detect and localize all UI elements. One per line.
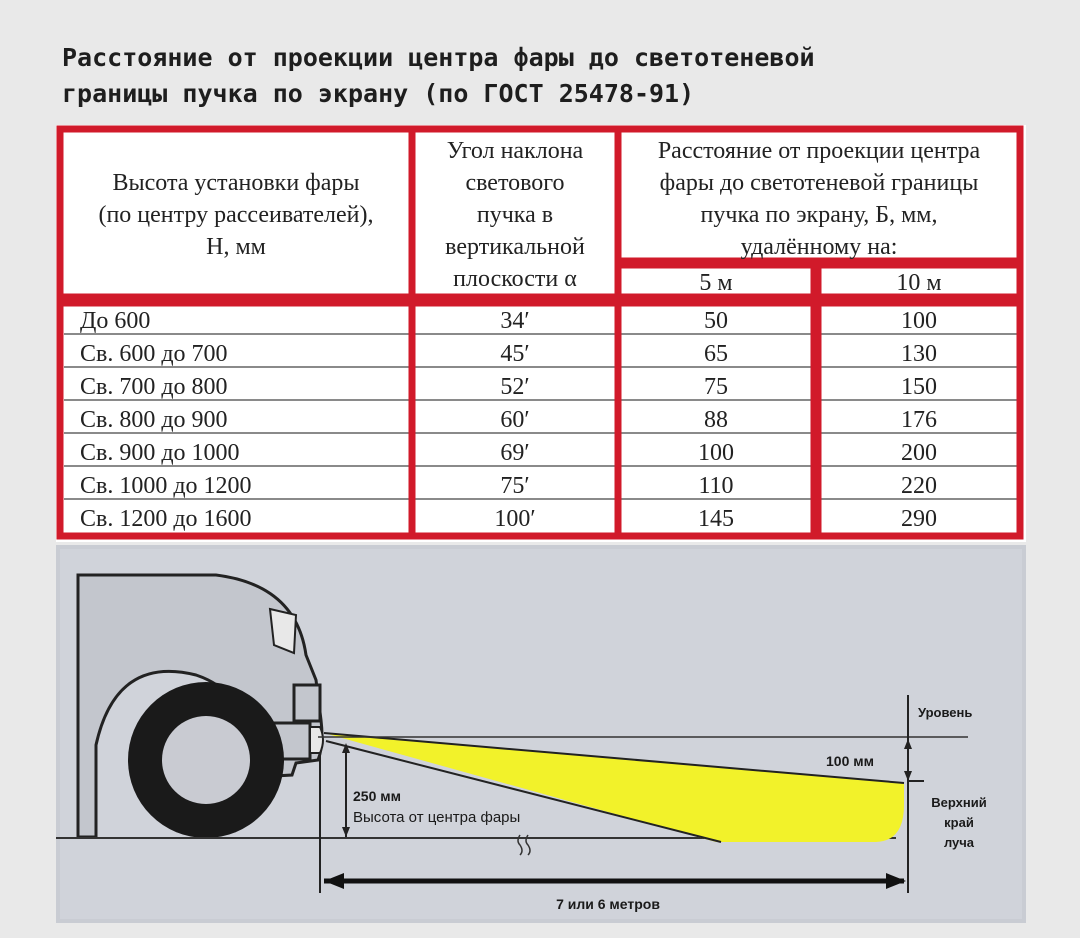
cell-10m: 200 (901, 440, 937, 466)
upper-edge-line: луча (943, 835, 975, 850)
wheel-hub (162, 716, 250, 804)
cell-5m: 50 (704, 308, 728, 334)
cell-angle: 34′ (500, 308, 530, 334)
header-angle-line: пучка в (476, 202, 554, 228)
header-angle-line: Угол наклона (446, 138, 584, 164)
header-10m: 10 м (896, 270, 942, 296)
header-height-line: Высота установки фары (112, 170, 360, 196)
header-height-line: (по центру рассеивателей), (98, 202, 374, 228)
header-distance-line: удалённому на: (740, 234, 898, 260)
cell-height: Св. 900 до 1000 (80, 440, 240, 466)
height-value: 250 мм (353, 788, 401, 804)
cell-angle: 52′ (500, 374, 530, 400)
header-angle-line: вертикальной (445, 234, 585, 260)
cell-angle: 100′ (494, 506, 536, 532)
upper-edge-line: Верхний (931, 795, 987, 810)
cell-angle: 60′ (500, 407, 530, 433)
upper-edge-line: край (944, 815, 974, 830)
cell-10m: 100 (901, 308, 937, 334)
cell-5m: 88 (704, 407, 728, 433)
header-height-line: Н, мм (206, 234, 266, 260)
cell-height: Св. 1000 до 1200 (80, 473, 252, 499)
cell-5m: 65 (704, 341, 728, 367)
header-angle (416, 135, 614, 295)
cell-10m: 150 (901, 374, 937, 400)
page-title (62, 40, 1062, 112)
distance-label: 7 или 6 метров (556, 896, 660, 912)
header-height (66, 167, 406, 263)
cell-height: Св. 1200 до 1600 (80, 506, 252, 532)
level-label: Уровень (918, 705, 973, 720)
cell-5m: 100 (698, 440, 734, 466)
bumper (294, 685, 320, 721)
cell-5m: 145 (698, 506, 734, 532)
cell-10m: 290 (901, 506, 937, 532)
cell-angle: 69′ (500, 440, 530, 466)
header-distance-line: пучка по экрану, Б, мм, (700, 202, 938, 228)
title-line-2: границы пучка по экрану (по ГОСТ 25478-91) (62, 79, 695, 108)
header-distance-line: фары до светотеневой границы (659, 170, 979, 196)
cell-10m: 220 (901, 473, 937, 499)
cell-10m: 176 (901, 407, 937, 433)
cell-10m: 130 (901, 341, 937, 367)
header-distance (622, 135, 1016, 263)
cell-angle: 75′ (500, 473, 530, 499)
diagram-svg (56, 545, 1026, 923)
title-line-1: Расстояние от проекции центра фары до светотеневой (62, 43, 815, 72)
cell-5m: 110 (698, 473, 734, 499)
drop-label: 100 мм (826, 753, 874, 769)
headlight-icon (310, 727, 323, 753)
header-angle-line: плоскости α (453, 266, 577, 292)
cell-5m: 75 (704, 374, 728, 400)
header-distance-line: Расстояние от проекции центра (657, 138, 981, 164)
cell-angle: 45′ (500, 341, 530, 367)
height-caption: Высота от центра фары (353, 809, 521, 826)
cell-height: Св. 600 до 700 (80, 341, 228, 367)
cell-height: Св. 700 до 800 (80, 374, 228, 400)
gost-table (56, 125, 1026, 542)
header-angle-line: светового (465, 170, 565, 196)
cell-height: До 600 (80, 308, 151, 334)
header-5m: 5 м (699, 270, 733, 296)
cell-height: Св. 800 до 900 (80, 407, 228, 433)
headlight-diagram (56, 545, 1026, 923)
